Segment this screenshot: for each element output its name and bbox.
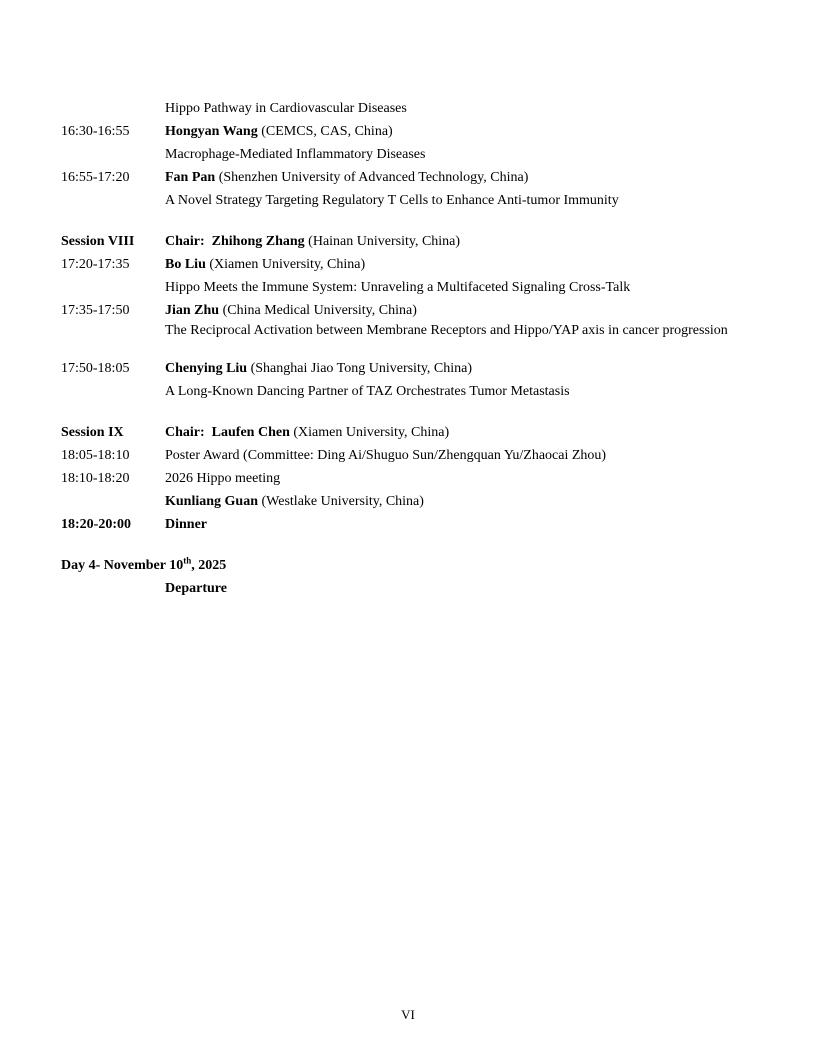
dinner-label: Dinner (165, 517, 207, 532)
chair-affiliation: (Hainan University, China) (308, 234, 461, 249)
session-label: Session VIII (61, 234, 135, 249)
agenda-item: 2026 Hippo meeting (165, 471, 281, 486)
speaker-affiliation: (Shanghai Jiao Tong University, China) (250, 361, 473, 376)
speaker-name: Kunliang Guan (165, 494, 258, 509)
time-slot: 18:20-20:00 (61, 517, 131, 532)
session-label: Session IX (61, 425, 124, 440)
document-page: Hippo Pathway in Cardiovascular Diseases 16:30-16:55 Hongyan Wang (CEMCS, CAS, China) Macrophage-Mediated Inflammatory Diseases 16:55-17:20 Fan Pan (Shenzhen University of Advanced Technology, China) A Novel Strategy Targeting Regulatory T Cells to Enhance Anti-tumor Immunity Session VIII Chair: Zhihong Zhang (Hainan University, China) 17:20-17:35 Bo Liu (Xiamen University, China) Hippo Meets the Immune System: Unraveling a Multifaceted Signaling Cross-Talk 17:35-17:50 Jian Zhu (China Medical University, China) The Reciprocal Activation between Membrane Receptors and Hippo/YAP axis in cancer progression 17:50-18:05 Chenying Liu (Shanghai Jiao Tong University, China) A Long-Known Dancing Partner of TAZ Orchestrates Tumor Metastasis Session IX Chair: Laufen Chen (Xiamen University, China) 18:05-18:10 Poster Award (Committee: Ding Ai/Shuguo Sun/Zhengquan Yu/Zhaocai Zhou) 18:10-18:20 2026 Hippo meeting Kunliang Guan (Westlake University, China) 18:20-20:00 Dinner Day 4- November 10th, 2025 Departure VI (0, 0, 816, 1056)
chair-label: Chair: (165, 234, 205, 249)
time-slot: 17:50-18:05 (61, 361, 130, 376)
page-number: VI (401, 1007, 415, 1022)
time-slot: 17:20-17:35 (61, 257, 130, 272)
speaker-name: Chenying Liu (165, 361, 248, 376)
chair-label: Chair: (165, 425, 205, 440)
time-slot: 16:55-17:20 (61, 170, 130, 185)
chair-affiliation: (Xiamen University, China) (293, 425, 450, 440)
time-slot: 16:30-16:55 (61, 124, 130, 139)
speaker-name: Hongyan Wang (165, 124, 258, 139)
speaker-affiliation: (Shenzhen University of Advanced Technology, China) (218, 170, 529, 185)
departure-label: Departure (165, 581, 227, 596)
speaker-affiliation: (Westlake University, China) (261, 494, 424, 509)
speaker-name: Bo Liu (165, 257, 206, 272)
time-slot: 18:10-18:20 (61, 471, 130, 486)
speaker-affiliation: (CEMCS, CAS, China) (261, 124, 393, 139)
speaker-name: Jian Zhu (165, 303, 220, 318)
speaker-affiliation: (Xiamen University, China) (209, 257, 366, 272)
time-slot: 18:05-18:10 (61, 448, 130, 463)
agenda-item: Poster Award (Committee: Ding Ai/Shuguo Sun/Zhengquan Yu/Zhaocai Zhou) (165, 448, 607, 463)
speaker-name: Fan Pan (165, 170, 216, 185)
speaker-affiliation: (China Medical University, China) (222, 303, 417, 318)
time-slot: 17:35-17:50 (61, 303, 130, 318)
chair-name: Zhihong Zhang (211, 234, 305, 249)
chair-name: Laufen Chen (211, 425, 290, 440)
